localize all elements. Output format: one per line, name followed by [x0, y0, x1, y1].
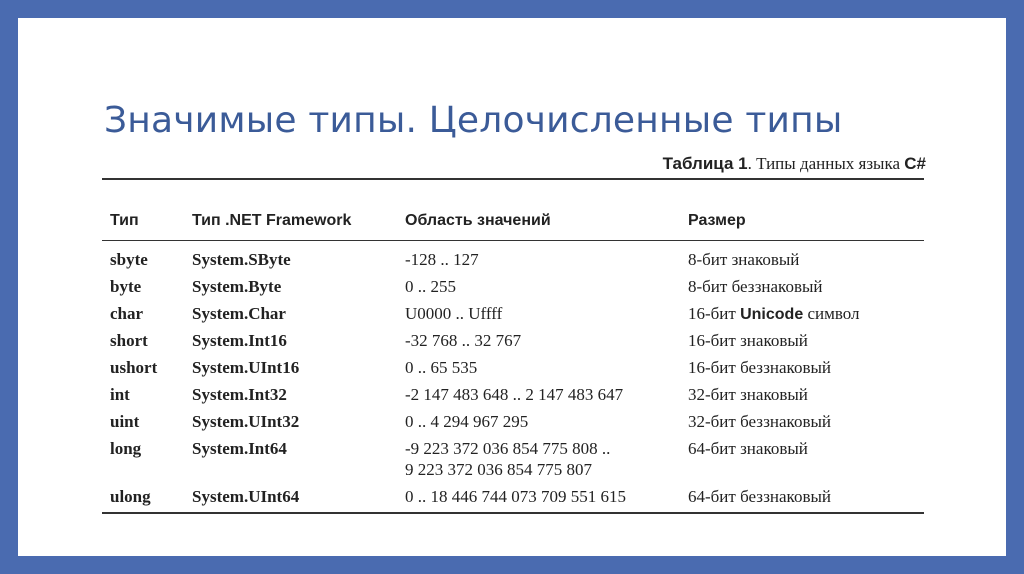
cell-range: -32 768 .. 32 767	[405, 331, 522, 350]
table-top-rule	[102, 178, 924, 180]
header-net-type: Тип .NET Framework	[192, 212, 352, 229]
cell-net-type: System.SByte	[192, 250, 291, 269]
cell-range: 0 .. 65 535	[405, 358, 478, 377]
cell-net-type: System.UInt32	[192, 412, 300, 431]
cell-range: -2 147 483 648 .. 2 147 483 647	[405, 385, 624, 404]
cell-size: 64-бит знаковый	[688, 439, 808, 458]
cell-size	[688, 303, 860, 325]
cell-size: 64-бит беззнаковый	[688, 487, 831, 506]
caption-text: . Типы данных языка	[747, 154, 905, 173]
table-header-rule	[102, 240, 924, 241]
cell-type: byte	[110, 277, 142, 296]
cell-size: 32-бит знаковый	[688, 385, 808, 404]
cell-range: -128 .. 127	[405, 250, 479, 269]
header-size: Размер	[688, 212, 746, 229]
table-caption	[663, 154, 926, 174]
slide	[18, 18, 1006, 556]
cell-type: uint	[110, 412, 140, 431]
cell-size: 8-бит знаковый	[688, 250, 800, 269]
caption-lang: C#	[904, 154, 926, 173]
cell-size-prefix: 16-бит	[688, 304, 741, 323]
cell-size-unicode: Unicode	[740, 306, 804, 323]
cell-net-type: System.Byte	[192, 277, 282, 296]
header-range: Область значений	[405, 212, 551, 229]
caption-label: Таблица 1	[662, 154, 748, 173]
header-type: Тип	[110, 212, 139, 229]
cell-range: 0 .. 255	[405, 277, 456, 296]
cell-range: 0 .. 4 294 967 295	[405, 412, 529, 431]
cell-range: 0 .. 18 446 744 073 709 551 615	[405, 487, 626, 506]
cell-size: 16-бит беззнаковый	[688, 358, 831, 377]
cell-range: -9 223 372 036 854 775 808 ..	[405, 439, 611, 458]
cell-type: ushort	[110, 358, 158, 377]
cell-range: U0000 .. Uffff	[405, 304, 503, 323]
cell-type: short	[110, 331, 148, 350]
cell-type: sbyte	[110, 250, 148, 269]
cell-type: long	[110, 439, 142, 458]
cell-net-type: System.UInt64	[192, 487, 300, 506]
cell-net-type: System.Int32	[192, 385, 287, 404]
cell-type: char	[110, 304, 144, 323]
cell-net-type: System.Int16	[192, 331, 287, 350]
cell-size-suffix: символ	[803, 304, 860, 323]
cell-range-continued: 9 223 372 036 854 775 807	[405, 460, 592, 479]
slide-title: Значимые типы. Целочисленные типы	[104, 100, 843, 141]
cell-type: int	[110, 385, 130, 404]
table-bottom-rule	[102, 512, 924, 514]
cell-net-type: System.Int64	[192, 439, 287, 458]
cell-net-type: System.UInt16	[192, 358, 300, 377]
cell-size: 16-бит знаковый	[688, 331, 808, 350]
cell-size: 8-бит беззнаковый	[688, 277, 823, 296]
cell-type: ulong	[110, 487, 151, 506]
cell-size: 32-бит беззнаковый	[688, 412, 831, 431]
cell-net-type: System.Char	[192, 304, 286, 323]
